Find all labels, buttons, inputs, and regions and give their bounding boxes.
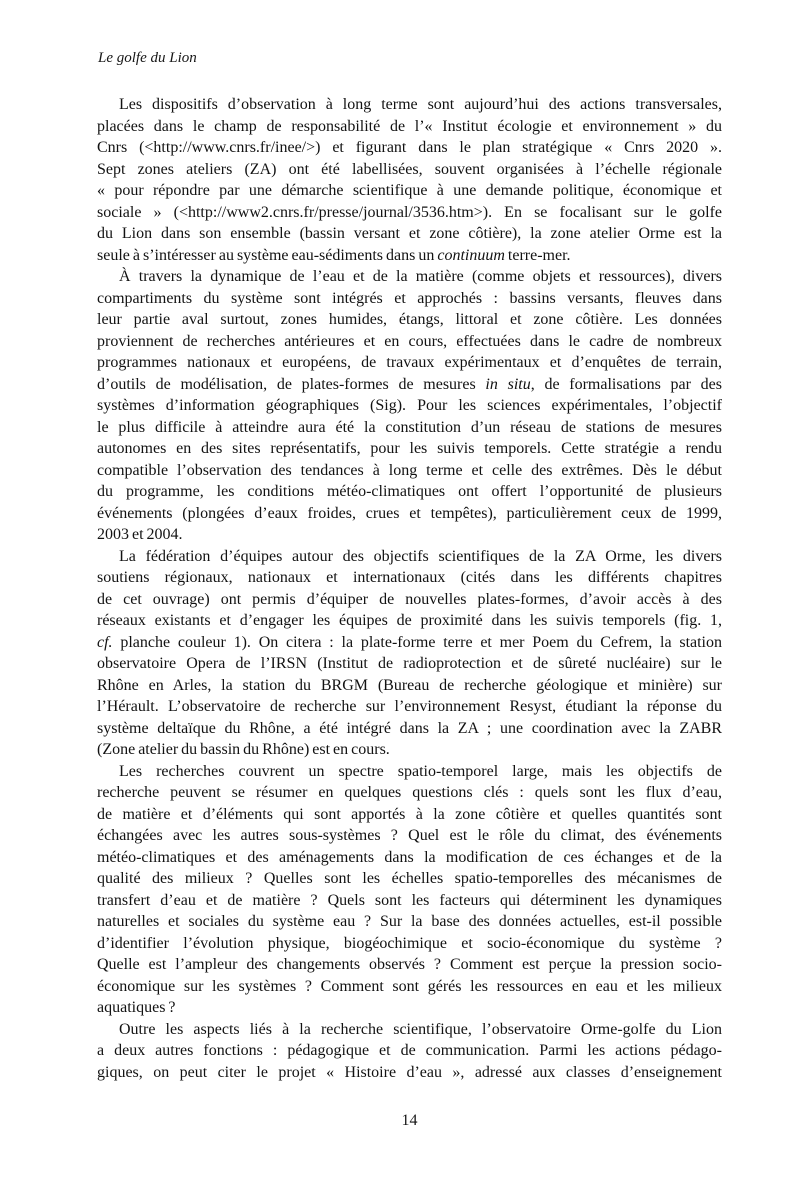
text-line: aquatiques ?: [97, 999, 176, 1016]
text-line: Quelle est l’ampleur des changements observés ? Comment est perçue la pression socio-: [97, 956, 722, 973]
paragraph: [97, 1019, 722, 1084]
text-line: système deltaïque du Rhône, a été intégré dans la ZA ; une coordination avec la ZABR: [97, 719, 722, 737]
text-line: sociale » (<http://www2.cnrs.fr/presse/journal/3536.htm>). En se focalisant sur le golfe: [97, 203, 722, 221]
text-line: du Lion dans son ensemble (bassin versant et zone côtière), la zone atelier Orme est la: [97, 225, 722, 242]
text-line: soutiens régionaux, nationaux et internationaux (cités dans les différents chapitres: [97, 569, 722, 586]
text-line: 2003 et 2004.: [97, 526, 183, 543]
text-line: qualité des milieux ? Quelles sont les échelles spatio-temporelles des mécanismes de: [97, 870, 722, 887]
text-line: proviennent de recherches antérieures et en cours, effectuées dans le cadre de nombreux: [97, 332, 722, 350]
text-line: d’identifier l’évolution physique, biogéochimique et socio-économique du système ?: [97, 934, 722, 952]
text-line: de cet ouvrage) ont permis d’équiper de nouvelles plates-formes, d’avoir accès à des: [97, 590, 722, 608]
text-line: giques, on peut citer le projet « Histoire d’eau », adressé aux classes d’enseignement: [97, 1063, 722, 1081]
text-line: du programme, les conditions météo-climatiques ont offert l’opportunité de plusieurs: [97, 483, 722, 500]
running-head: Le golfe du Lion: [98, 50, 197, 66]
paragraph: [97, 266, 722, 546]
text-line: (Zone atelier du bassin du Rhône) est en cours.: [97, 741, 390, 758]
text-line: observatoire Opera de l’IRSN (Institut de radioprotection et de sûreté nucléaire) sur le: [97, 655, 722, 672]
text-line: La fédération d’équipes autour des objectifs scientifiques de la ZA Orme, les divers: [119, 547, 722, 565]
text-line: compartiments du système sont intégrés et approchés : bassins versants, fleuves dans: [97, 289, 722, 307]
text-line: naturelles et sociales du système eau ? Sur la base des données actuelles, est-il possible: [97, 913, 722, 930]
text-line: d’outils de modélisation, de plates-formes de mesures in situ, de formalisations par des: [97, 375, 723, 393]
text-line: Les recherches couvrent un spectre spatio-temporel large, mais les objectifs de: [119, 762, 722, 780]
text-line: Cnrs (<http://www.cnrs.fr/inee/>) et figurant dans le plan stratégique « Cnrs 2020 ».: [97, 139, 722, 156]
text-line: Sept zones ateliers (ZA) ont été labellisées, souvent organisées à l’échelle régionale: [97, 160, 722, 178]
text-line: l’Hérault. L’observatoire de recherche sur l’environnement Resyst, étudiant la réponse du: [97, 698, 722, 715]
text-line: Outre les aspects liés à la recherche scientifique, l’observatoire Orme-golfe du Lion: [119, 1020, 722, 1038]
paragraph: [97, 546, 722, 761]
text-line: économique sur les systèmes ? Comment sont gérés les ressources en eau et les milieux: [97, 977, 722, 995]
text-line: événements (plongées d’eaux froides, crues et tempêtes), particulièrement ceux de 1999,: [97, 504, 722, 522]
text-line: Rhône en Arles, la station du BRGM (Bureau de recherche géologique et minière) sur: [97, 676, 722, 694]
text-line: météo-climatiques et des aménagements dans la modification de ces échanges et de la: [97, 848, 722, 866]
text-line: a deux autres fonctions : pédagogique et de communication. Parmi les actions pédago-: [97, 1042, 722, 1059]
text-line: « pour répondre par une démarche scientifique à une demande politique, économique et: [97, 182, 722, 199]
paragraph: [97, 761, 722, 1019]
text-line: de matière et d’éléments qui sont apportés à la zone côtière et quelles quantités sont: [97, 805, 722, 823]
text-line: compatible l’observation des tendances à long terme et celle des extrêmes. Dès le début: [97, 461, 722, 479]
text-line: Les dispositifs d’observation à long terme sont aujourd’hui des actions transversales,: [119, 96, 722, 113]
text-line: autonomes en des sites représentatifs, pour les suivis temporels. Cette stratégie a rendu: [97, 440, 722, 457]
text-line: le plus difficile à atteindre aura été la constitution d’un réseau de stations de mesures: [97, 418, 722, 436]
text-line: programmes nationaux et européens, de travaux expérimentaux et d’enquêtes de terrain,: [97, 354, 722, 371]
text-line: À travers la dynamique de l’eau et de la matière (comme objets et ressources), divers: [119, 268, 722, 285]
page-number: 14: [401, 1112, 418, 1129]
text-line: échangées avec les autres sous-systèmes ? Quel est le rôle du climat, des événements: [97, 827, 722, 844]
text-line: systèmes d’information géographiques (Sig). Pour les sciences expérimentales, l’objectif: [97, 397, 722, 414]
text-line: seule à s’intéresser au système eau-sédiments dans un continuum terre-mer.: [97, 246, 571, 264]
text-line: transfert d’eau et de matière ? Quels sont les facteurs qui déterminent les dynamiques: [97, 891, 722, 909]
text-line: recherche peuvent se résumer en quelques questions clés : quels sont les flux d’eau,: [97, 784, 722, 801]
text-line: cf. planche couleur 1). On citera : la plate-forme terre et mer Poem du Cefrem, la station: [97, 633, 722, 651]
text-line: placées dans le champ de responsabilité de l’« Institut écologie et environnement » du: [97, 117, 722, 135]
body-text: [97, 94, 722, 1083]
text-line: réseaux existants et d’engager les équipes de proximité dans les suivis temporels (fig. 1,: [97, 612, 722, 629]
text-line: leur partie aval surtout, zones humides, étangs, littoral et zone côtière. Les données: [97, 311, 722, 328]
paragraph: [97, 94, 722, 266]
